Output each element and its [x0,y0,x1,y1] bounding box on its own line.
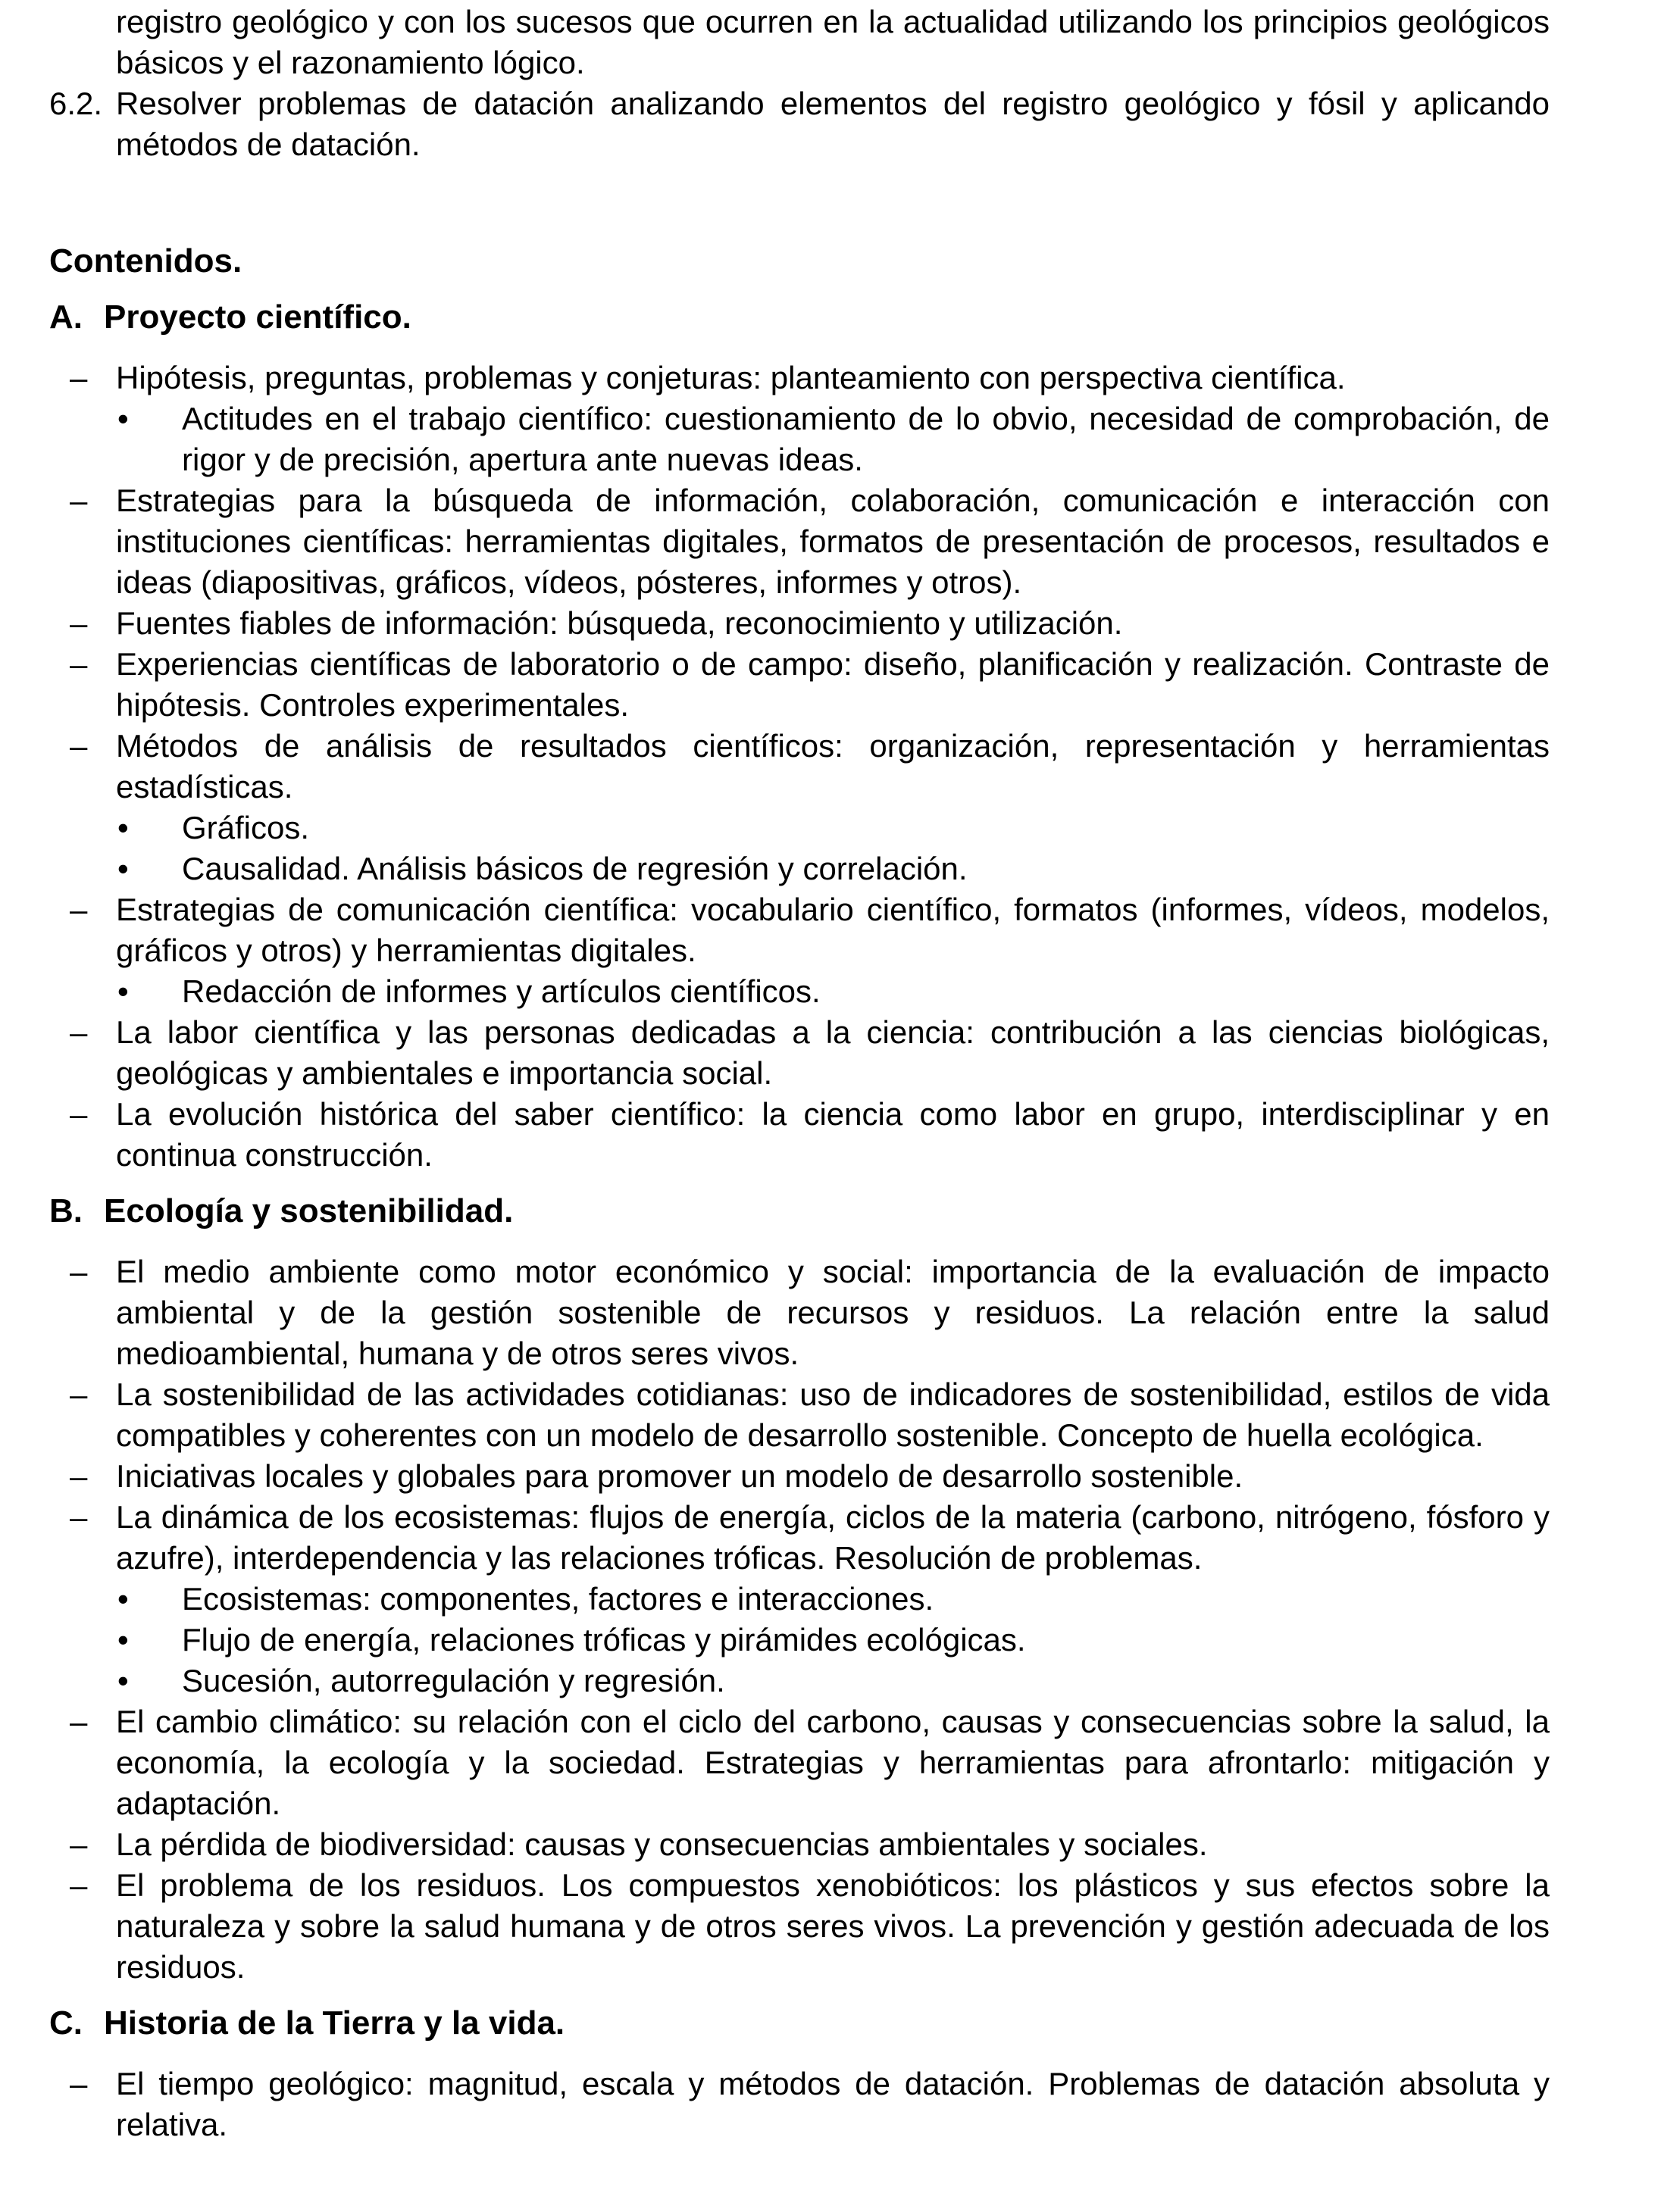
dash-marker: – [70,360,88,395]
bullet-marker: • [117,1622,129,1657]
list-item-text: Redacción de informes y artículos científicos. [182,973,821,1009]
list-item [49,1579,1550,1620]
list-item-text: Métodos de análisis de resultados científicos: organización, representación y herramientas estadísticas. [116,728,1550,805]
bullet-marker: • [117,973,129,1009]
list-item-text: Actitudes en el trabajo científico: cuestionamiento de lo obvio, necesidad de comprobación, de rigor y de precisión, apertura ante nuevas ideas. [182,401,1550,477]
list-item [49,848,1550,889]
section-heading-a [49,297,1550,338]
list-item-text: El cambio climático: su relación con el ciclo del carbono, causas y consecuencias sobre la salud, la economía, la ecología y la sociedad. Estrategias y herramientas para afrontarlo: mitigación y adaptación. [116,1704,1550,1821]
section-label: B. [49,1192,83,1229]
bullet-marker: • [117,810,129,845]
list-item-text: La sostenibilidad de las actividades cotidianas: uso de indicadores de sostenibilidad, estilos de vida compatibles y coherentes con un modelo de desarrollo sostenible. Concepto de huella ecológica. [116,1376,1550,1453]
list-item-text: Estrategias de comunicación científica: vocabulario científico, formatos (informes, vídeos, modelos, gráficos y otros) y herramientas digitales. [116,892,1550,968]
dash-marker: – [70,1826,88,1862]
list-item [49,1012,1550,1094]
list-item-text: Experiencias científicas de laboratorio o de campo: diseño, planificación y realización. Contraste de hipótesis. Controles experimentales. [116,646,1550,723]
list-item [49,603,1550,644]
list-item [49,726,1550,808]
bullet-marker: • [117,1663,129,1698]
dash-marker: – [70,646,88,682]
list-item-text: La labor científica y las personas dedicadas a la ciencia: contribución a las ciencias biológicas, geológicas y ambientales e importancia social. [116,1014,1550,1091]
list-item-text: El tiempo geológico: magnitud, escala y métodos de datación. Problemas de datación absoluta y relativa. [116,2066,1550,2142]
dash-marker: – [70,728,88,764]
list-item [49,1456,1550,1497]
list-item-text: El problema de los residuos. Los compuestos xenobióticos: los plásticos y sus efectos sobre la naturaleza y sobre la salud humana y de otros seres vivos. La prevención y gestión adecuada de los residuos. [116,1867,1550,1985]
list-item-text: La dinámica de los ecosistemas: flujos de energía, ciclos de la materia (carbono, nitrógeno, fósforo y azufre), interdependencia y las relaciones tróficas. Resolución de problemas. [116,1499,1550,1576]
list-item [49,1865,1550,1988]
intro-text: registro geológico y con los sucesos que ocurren en la actualidad utilizando los principios geológicos básicos y el razonamiento lógico. [116,4,1550,80]
list-item-text: El medio ambiente como motor económico y social: importancia de la evaluación de impacto ambiental y de la gestión sostenible de recursos y residuos. La relación entre la salud medioambiental, humana y de otros seres vivos. [116,1254,1550,1371]
list-item [49,2064,1550,2145]
section-title: Proyecto científico. [104,298,411,336]
list-item-text: Estrategias para la búsqueda de información, colaboración, comunicación e interacción con instituciones científicas: herramientas digitales, formatos de presentación de procesos, resultados e ideas (diapositivas, gráficos, vídeos, pósteres, informes y otros). [116,483,1550,600]
dash-marker: – [70,1458,88,1494]
dash-marker: – [70,892,88,927]
section-heading-c [49,2003,1550,2044]
dash-marker: – [70,1499,88,1535]
list-item-text: Flujo de energía, relaciones tróficas y pirámides ecológicas. [182,1622,1026,1657]
dash-marker: – [70,1014,88,1050]
bullet-marker: • [117,851,129,886]
intro-continuation [49,2,1550,83]
dash-marker: – [70,1254,88,1289]
section-label: C. [49,2004,83,2042]
bullet-marker: • [117,401,129,436]
list-item-text: La evolución histórica del saber científico: la ciencia como labor en grupo, interdisciplinar y en continua construcción. [116,1096,1550,1173]
dash-marker: – [70,1096,88,1132]
section-title: Historia de la Tierra y la vida. [104,2004,565,2042]
list-item [49,480,1550,603]
list-item [49,358,1550,398]
criterion-number: 6.2. [49,86,103,121]
list-item [49,1661,1550,1701]
criterion-item [49,83,1550,165]
list-item [49,1094,1550,1176]
contents-heading: Contenidos. [49,242,242,280]
section-title: Ecología y sostenibilidad. [104,1192,514,1229]
list-item-text: Causalidad. Análisis básicos de regresión y correlación. [182,851,968,886]
list-item [49,808,1550,848]
list-item-text: La pérdida de biodiversidad: causas y consecuencias ambientales y sociales. [116,1826,1208,1862]
dash-marker: – [70,1704,88,1739]
list-item [49,398,1550,480]
list-item [49,1620,1550,1661]
section-heading-b [49,1191,1550,1232]
list-item-text: Hipótesis, preguntas, problemas y conjeturas: planteamiento con perspectiva científica. [116,360,1346,395]
list-item-text: Sucesión, autorregulación y regresión. [182,1663,725,1698]
list-item [49,889,1550,971]
list-item-text: Ecosistemas: componentes, factores e interacciones. [182,1581,934,1617]
dash-marker: – [70,483,88,518]
bullet-marker: • [117,1581,129,1617]
dash-marker: – [70,2066,88,2101]
list-item [49,1824,1550,1865]
list-item [49,1701,1550,1824]
section-label: A. [49,298,83,336]
list-item-text: Gráficos. [182,810,310,845]
dash-marker: – [70,1376,88,1412]
dash-marker: – [70,605,88,641]
list-item-text: Iniciativas locales y globales para promover un modelo de desarrollo sostenible. [116,1458,1243,1494]
list-item [49,1251,1550,1374]
dash-marker: – [70,1867,88,1903]
list-item [49,1374,1550,1456]
list-item [49,971,1550,1012]
criterion-text: Resolver problemas de datación analizando elementos del registro geológico y fósil y aplicando métodos de datación. [116,86,1550,162]
list-item-text: Fuentes fiables de información: búsqueda, reconocimiento y utilización. [116,605,1123,641]
list-item [49,1497,1550,1579]
list-item [49,644,1550,726]
